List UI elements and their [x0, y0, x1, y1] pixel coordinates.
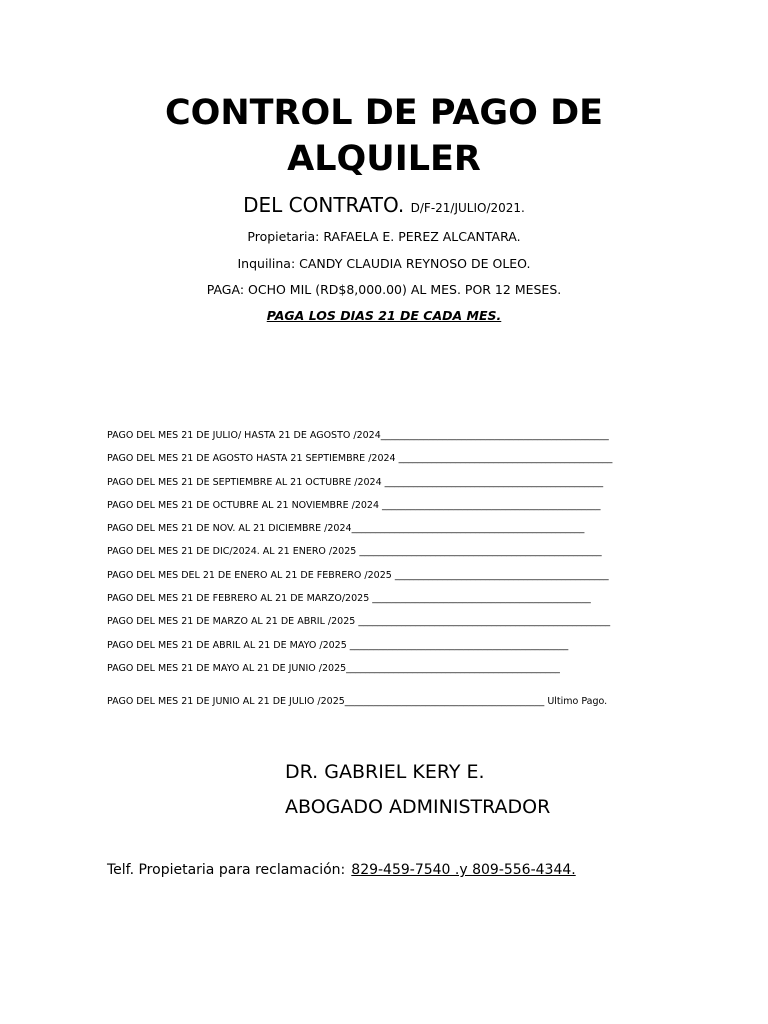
payment-row: [107, 593, 667, 616]
title-line-2: ALQUILER: [287, 139, 481, 179]
payment-row: [107, 546, 667, 569]
payment-row: [107, 663, 667, 686]
contract-line: [0, 192, 768, 221]
payment-row: [107, 500, 667, 523]
contact-line: [107, 861, 576, 879]
contact-numbers: 829-459-7540 .y 809-556-4344.: [351, 862, 576, 878]
payment-label: PAGO DEL MES 21 DE SEPTIEMBRE AL 21 OCTUBRE /2024: [107, 476, 382, 488]
payment-row: [107, 640, 667, 663]
signer-role: ABOGADO ADMINISTRADOR: [285, 796, 551, 818]
payment-label: PAGO DEL MES 21 DE NOV. AL 21 DICIEMBRE /2024: [107, 523, 352, 535]
contract-ref: D/F-21/JULIO/2021.: [410, 201, 525, 215]
signature-line: _____________________________________________: [395, 453, 613, 465]
document-title: [0, 90, 768, 182]
contract-label: DEL CONTRATO.: [243, 193, 405, 217]
signature-line: ______________________________________________: [379, 499, 601, 511]
payment-row: [107, 523, 667, 546]
payment-label: PAGO DEL MES 21 DE AGOSTO HASTA 21 SEPTIEMBRE /2024: [107, 453, 396, 465]
signature-line: __________________________________________: [344, 696, 545, 708]
payment-row: [107, 616, 667, 639]
payment-label: PAGO DEL MES 21 DE JULIO/ HASTA 21 DE AGOSTO /2024: [107, 430, 381, 441]
signature-line: _____________________________________________________: [355, 616, 611, 628]
signature-line: ______________________________________________: [381, 476, 604, 488]
payment-row-last: [107, 696, 667, 719]
payment-day: PAGA LOS DIAS 21 DE CADA MES.: [266, 308, 502, 323]
payment-row: [107, 477, 667, 500]
title-line-1: CONTROL DE PAGO DE: [164, 93, 604, 133]
contact-label: Telf. Propietaria para reclamación:: [107, 862, 346, 878]
signature-line: ___________________________________________________: [356, 546, 602, 558]
payment-row: [107, 570, 667, 593]
signature-line: ______________________________________________: [369, 593, 591, 605]
signature-line: ________________________________________________: [380, 430, 609, 441]
signature-line: _____________________________________________: [391, 569, 609, 581]
signature-line: _________________________________________________: [351, 523, 585, 535]
tenant-line: Inquilina: CANDY CLAUDIA REYNOSO DE OLEO.: [237, 256, 531, 271]
payment-label: PAGO DEL MES 21 DE DIC/2024. AL 21 ENERO /2025: [107, 546, 357, 558]
payment-label: PAGO DEL MES 21 DE MAYO AL 21 DE JUNIO /2025: [107, 662, 347, 674]
owner-line: Propietaria: RAFAELA E. PEREZ ALCANTARA.: [247, 229, 521, 244]
payment-list: [107, 430, 667, 720]
payment-label: PAGO DEL MES 21 DE OCTUBRE AL 21 NOVIEMBRE /2024: [107, 499, 379, 511]
payment-label: PAGO DEL MES 21 DE MARZO AL 21 DE ABRIL /2025: [107, 616, 356, 628]
payment-terms: PAGA: OCHO MIL (RD$8,000.00) AL MES. POR 12 MESES.: [206, 282, 562, 297]
signature-line: ______________________________________________: [346, 639, 569, 651]
signature-line: _____________________________________________: [346, 662, 560, 674]
payment-label: PAGO DEL MES DEL 21 DE ENERO AL 21 DE FEBRERO /2025: [107, 569, 392, 581]
last-payment-note: Ultimo Pago.: [547, 696, 608, 708]
payment-row: [107, 430, 667, 453]
payment-label: PAGO DEL MES 21 DE ABRIL AL 21 DE MAYO /2025: [107, 639, 347, 651]
payment-label: PAGO DEL MES 21 DE JUNIO AL 21 DE JULIO /2025: [107, 696, 345, 708]
payment-label: PAGO DEL MES 21 DE FEBRERO AL 21 DE MARZO/2025: [107, 593, 370, 605]
payment-row: [107, 453, 667, 476]
signer-name: DR. GABRIEL KERY E.: [285, 761, 485, 783]
